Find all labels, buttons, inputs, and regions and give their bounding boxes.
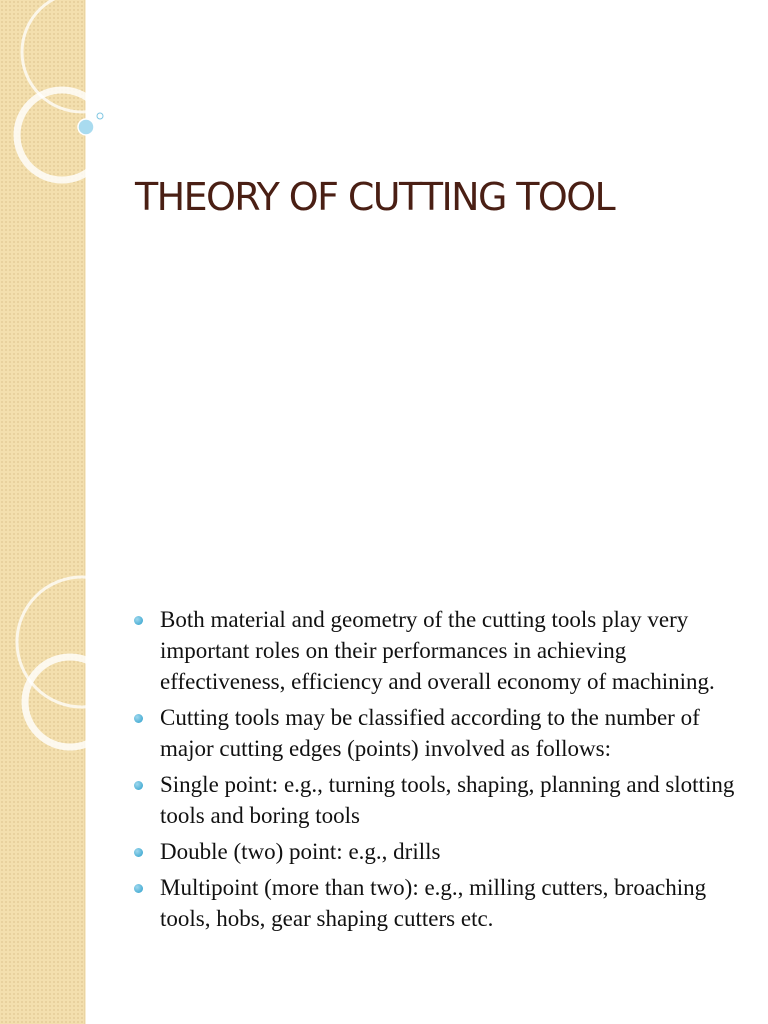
bullet-dot-icon <box>134 848 143 857</box>
list-item <box>132 872 737 934</box>
decorative-rings <box>0 0 130 200</box>
page-title: THEORY OF CUTTING TOOL <box>135 175 615 219</box>
bullet-text: Single point: e.g., turning tools, shaping, planning and slotting tools and boring tools <box>160 772 735 828</box>
slide-content-page <box>0 512 768 1024</box>
ring-small <box>17 90 107 180</box>
ring-small <box>25 657 115 747</box>
list-item <box>132 836 737 867</box>
list-item <box>132 769 737 831</box>
bullet-text: Multipoint (more than two): e.g., milling cutters, broaching tools, hobs, gear shaping cutters etc. <box>160 875 707 931</box>
bullet-text: Both material and geometry of the cutting tools play very important roles on their performances in achieving effectiveness, efficiency and overall economy of machining. <box>160 607 715 694</box>
bubble-large <box>78 119 94 135</box>
bullet-dot-icon <box>134 781 143 790</box>
bullet-text: Double (two) point: e.g., drills <box>160 839 441 864</box>
decorative-rings <box>0 512 130 772</box>
bullet-text: Cutting tools may be classified according to the number of major cutting edges (points) involved as follows: <box>160 705 700 761</box>
bullet-dot-icon <box>134 884 143 893</box>
bullet-dot-icon <box>134 714 143 723</box>
bubble-small <box>97 113 103 119</box>
list-item <box>132 702 737 764</box>
list-item <box>132 604 737 697</box>
bullet-dot-icon <box>134 616 143 625</box>
bullet-list <box>132 604 737 939</box>
